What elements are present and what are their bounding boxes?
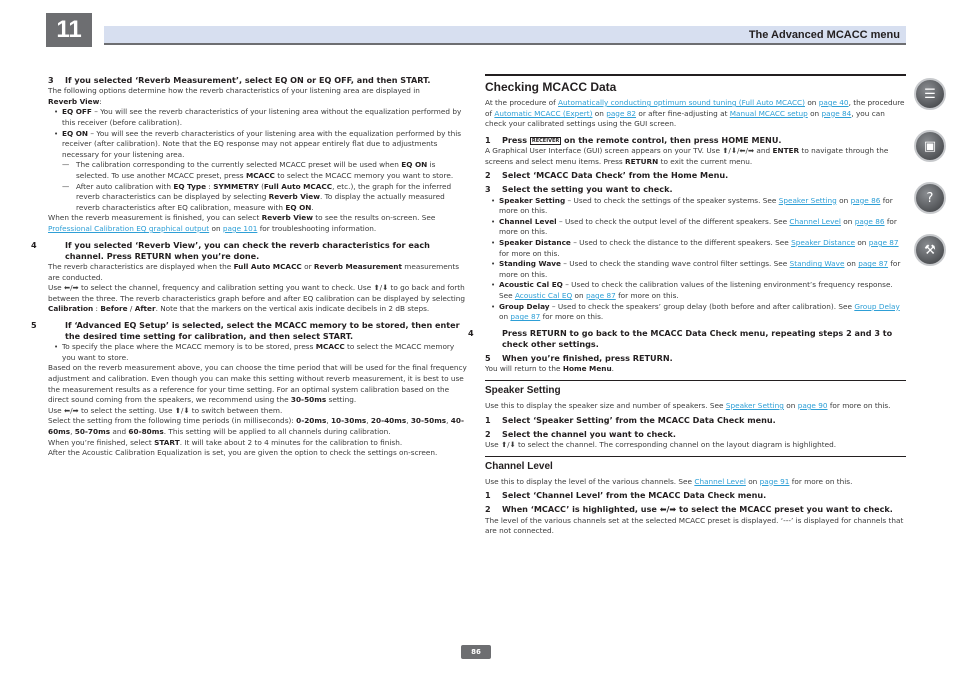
paragraph: Use ⬅/➡ to select the channel, frequency and calibration setting you want to check. Use ⬆/⬇ to go back and forth between the three. The reverb characteristics graph before and after EQ calibration can be displayed by selecting Calibration : Before / After. Note that the markers on the vertical axis indicate decibels in 2 dB steps. bbox=[48, 283, 466, 314]
link-item[interactable]: Channel Level bbox=[789, 216, 841, 226]
remote-icon[interactable]: ▣ bbox=[914, 130, 946, 162]
settings-list-item: • Standing Wave – Used to check the standing wave control filter settings. See Standing Wave on page 87 for more on this. bbox=[485, 259, 906, 280]
bullet-eq-off: • EQ OFF – You will see the reverb characteristics of your listening area without the equalization performed by this receiver (before calibration). bbox=[48, 107, 468, 128]
link-full-auto-mcacc[interactable]: Automatically conducting optimum sound tuning (Full Auto MCACC) bbox=[558, 98, 805, 107]
section-heading: Speaker Setting bbox=[485, 384, 561, 396]
link-item[interactable]: Standing Wave bbox=[789, 259, 845, 269]
link-speaker-setting[interactable]: Speaker Setting bbox=[725, 400, 784, 410]
step-1-heading: 1 Select ‘Speaker Setting’ from the MCACC Data Check menu. bbox=[485, 414, 776, 425]
section-speaker-setting bbox=[485, 380, 906, 451]
settings-list bbox=[485, 196, 906, 323]
step-3-heading: 3 If you selected ‘Reverb Measurement’, select EQ ON or EQ OFF, and then START. bbox=[48, 75, 431, 85]
dash-item: — After auto calibration with EQ Type : SYMMETRY (Full Auto MCACC, etc.), the graph for the inferred reverb characteristics can be displayed by selecting Reverb View. To display the actually measured reverb characteristics after EQ calibration, measure with EQ ON. bbox=[48, 182, 468, 214]
link-channel-level[interactable]: Channel Level bbox=[694, 476, 746, 486]
left-column bbox=[31, 75, 468, 459]
link-page-84[interactable]: page 84 bbox=[821, 108, 852, 118]
receiver-button-icon: RECEIVER bbox=[531, 137, 560, 144]
link-item[interactable]: Group Delay bbox=[854, 301, 900, 311]
settings-list-item: • Speaker Setting – Used to check the settings of the speaker systems. See Speaker Setting on page 86 for more on this. bbox=[485, 196, 906, 217]
help-icon[interactable]: ? bbox=[914, 182, 946, 214]
settings-list-item: • Channel Level – Used to check the output level of the different speakers. See Channel Level on page 86 for more on this. bbox=[485, 217, 906, 238]
paragraph: When you’re finished, select START. It will take about 2 to 4 minutes for the calibration to finish. bbox=[48, 437, 403, 447]
link-professional-calibration[interactable]: Professional Calibration EQ graphical output bbox=[48, 223, 210, 233]
paragraph: Use this to display the level of the various channels. See Channel Level on page 91 for more on this. bbox=[485, 476, 853, 486]
paragraph: Use ⬆/⬇ to select the channel. The corresponding channel on the layout diagram is highlighted. bbox=[485, 439, 837, 449]
link-page[interactable]: page 86 bbox=[854, 216, 885, 226]
step-4-heading: 4 Press RETURN to go back to the MCACC Data Check menu, repeating steps 2 and 3 to check other settings. bbox=[468, 327, 893, 349]
settings-list-item: • Speaker Distance – Used to check the distance to the different speakers. See Speaker Distance on page 87 for more on this. bbox=[485, 238, 906, 259]
paragraph: The level of the various channels set at the selected MCACC preset is displayed. ‘---’ is displayed for channels that are not connected. bbox=[485, 515, 904, 536]
header-title: The Advanced MCACC menu bbox=[748, 29, 900, 41]
paragraph: After the Acoustic Calibration Equalization is set, you are given the option to check the settings on-screen. bbox=[48, 448, 438, 458]
settings-list-item: • Group Delay – Used to check the speakers’ group delay (both before and after calibration). See Group Delay on page 87 for more on this. bbox=[485, 302, 906, 323]
header-bar bbox=[104, 26, 906, 45]
link-item[interactable]: Speaker Setting bbox=[778, 195, 837, 205]
link-page[interactable]: page 86 bbox=[850, 195, 881, 205]
paragraph: You will return to the Home Menu. bbox=[485, 364, 614, 374]
step-4-heading: 4 If you selected ‘Reverb View’, you can check the reverb characteristics for each channel. Press RETURN when you’re done. bbox=[31, 239, 430, 261]
paragraph: Use this to display the speaker size and number of speakers. See Speaker Setting on page 90 for more on this. bbox=[485, 400, 891, 410]
paragraph: Based on the reverb measurement above, you can choose the time period that will be used for the final frequency adjustment and calibration. Even though you can make this setting without reverb measurement, it is best to use the measurement results as a reference for your time setting. For an optimal system calibration based on the direct sound coming from the speakers, we recommend using the 30-50ms setting. bbox=[48, 363, 467, 405]
step-2-heading: 2 Select ‘MCACC Data Check’ from the Home Menu. bbox=[485, 170, 729, 181]
right-column bbox=[468, 74, 906, 537]
step-2-heading: 2 When ‘MCACC’ is highlighted, use ⬅/➡ to select the MCACC preset you want to check. bbox=[485, 504, 893, 515]
link-page-91[interactable]: page 91 bbox=[759, 476, 790, 486]
paragraph: Select the setting from the following time periods (in milliseconds): 0-20ms, 10-30ms, 20-40ms, 30-50ms, 40-60ms, 50-70ms and 60-80ms. This setting will be applied to all channels during calibration. bbox=[48, 416, 464, 437]
bullet-item: • To specify the place where the MCACC memory is to be stored, press MCACC to select the MCACC memory you want to store. bbox=[48, 342, 468, 363]
link-auto-mcacc-expert[interactable]: Automatic MCACC (Expert) bbox=[494, 108, 593, 118]
link-page-40[interactable]: page 40 bbox=[818, 98, 849, 107]
link-item[interactable]: Acoustic Cal EQ bbox=[514, 290, 573, 300]
dash-item: — The calibration corresponding to the currently selected MCACC preset will be used when EQ ON is selected. To use another MCACC preset, press MCACC to select the MCACC memory you want to store. bbox=[48, 160, 468, 181]
step-3-heading: 3 Select the setting you want to check. bbox=[485, 184, 673, 195]
step-1-heading: 1 Press RECEIVER on the remote control, then press HOME MENU. bbox=[485, 134, 782, 145]
tools-icon[interactable]: ⚒ bbox=[914, 234, 946, 266]
link-page[interactable]: page 87 bbox=[585, 290, 616, 300]
link-item[interactable]: Speaker Distance bbox=[791, 237, 855, 247]
paragraph: When the reverb measurement is finished, you can select Reverb View to see the results on-screen. See Professional Calibration EQ graphical output on page 101 for troubleshooting information. bbox=[48, 213, 436, 233]
section-heading: Checking MCACC Data bbox=[485, 80, 617, 94]
link-page[interactable]: page 87 bbox=[858, 259, 889, 269]
link-page[interactable]: page 87 bbox=[510, 312, 541, 322]
side-icons bbox=[914, 78, 948, 286]
bullet-eq-on: • EQ ON – You will see the reverb characteristics of your listening area with the equalization performed by this receiver (after calibration). Note that the EQ response may not appear entirely flat due to adjustments necessary for your listening area. bbox=[48, 129, 468, 161]
paragraph: Use ⬅/➡ to select the setting. Use ⬆/⬇ to switch between them. bbox=[48, 405, 283, 415]
settings-list-item: • Acoustic Cal EQ – Used to check the calibration values of the listening environment’s frequency response. See Acoustic Cal EQ on page 87 for more on this. bbox=[485, 280, 906, 301]
link-page-90[interactable]: page 90 bbox=[797, 400, 828, 410]
section-checking-mcacc bbox=[468, 74, 906, 375]
paragraph: At the procedure of Automatically conducting optimum sound tuning (Full Auto MCACC) on page 40, the procedure of Automatic MCACC (Expert) on page 82 or after fine-adjusting at Manual MCACC setup on page 84, you can check your calibrated settings using the GUI screen. bbox=[485, 98, 905, 129]
step-2-heading: 2 Select the channel you want to check. bbox=[485, 428, 676, 439]
link-page-101[interactable]: page 101 bbox=[222, 223, 258, 233]
link-page[interactable]: page 87 bbox=[868, 237, 899, 247]
step-5-heading: 5 When you’re finished, press RETURN. bbox=[485, 353, 673, 364]
paragraph: The following options determine how the reverb characteristics of your listening area are displayed in Reverb View: bbox=[48, 86, 420, 106]
chapter-number: 11 bbox=[46, 13, 92, 47]
link-manual-mcacc[interactable]: Manual MCACC setup bbox=[729, 108, 808, 118]
paragraph: The reverb characteristics are displayed when the Full Auto MCACC or Reverb Measurement measurements are conducted. bbox=[48, 261, 460, 282]
page-number: 86 bbox=[461, 645, 491, 659]
link-page-82[interactable]: page 82 bbox=[606, 108, 637, 118]
section-channel-level bbox=[485, 456, 906, 537]
section-heading: Channel Level bbox=[485, 460, 553, 472]
step-5-heading: 5 If ‘Advanced EQ Setup’ is selected, select the MCACC memory to be stored, then enter the desired time setting for calibration, and then select START. bbox=[31, 319, 460, 342]
book-icon[interactable]: ☰ bbox=[914, 78, 946, 110]
paragraph: A Graphical User Interface (GUI) screen appears on your TV. Use ⬆/⬇/⬅/➡ and ENTER to navigate through the screens and select menu items. Press RETURN to exit the current menu. bbox=[485, 145, 889, 166]
step-1-heading: 1 Select ‘Channel Level’ from the MCACC Data Check menu. bbox=[485, 490, 767, 501]
